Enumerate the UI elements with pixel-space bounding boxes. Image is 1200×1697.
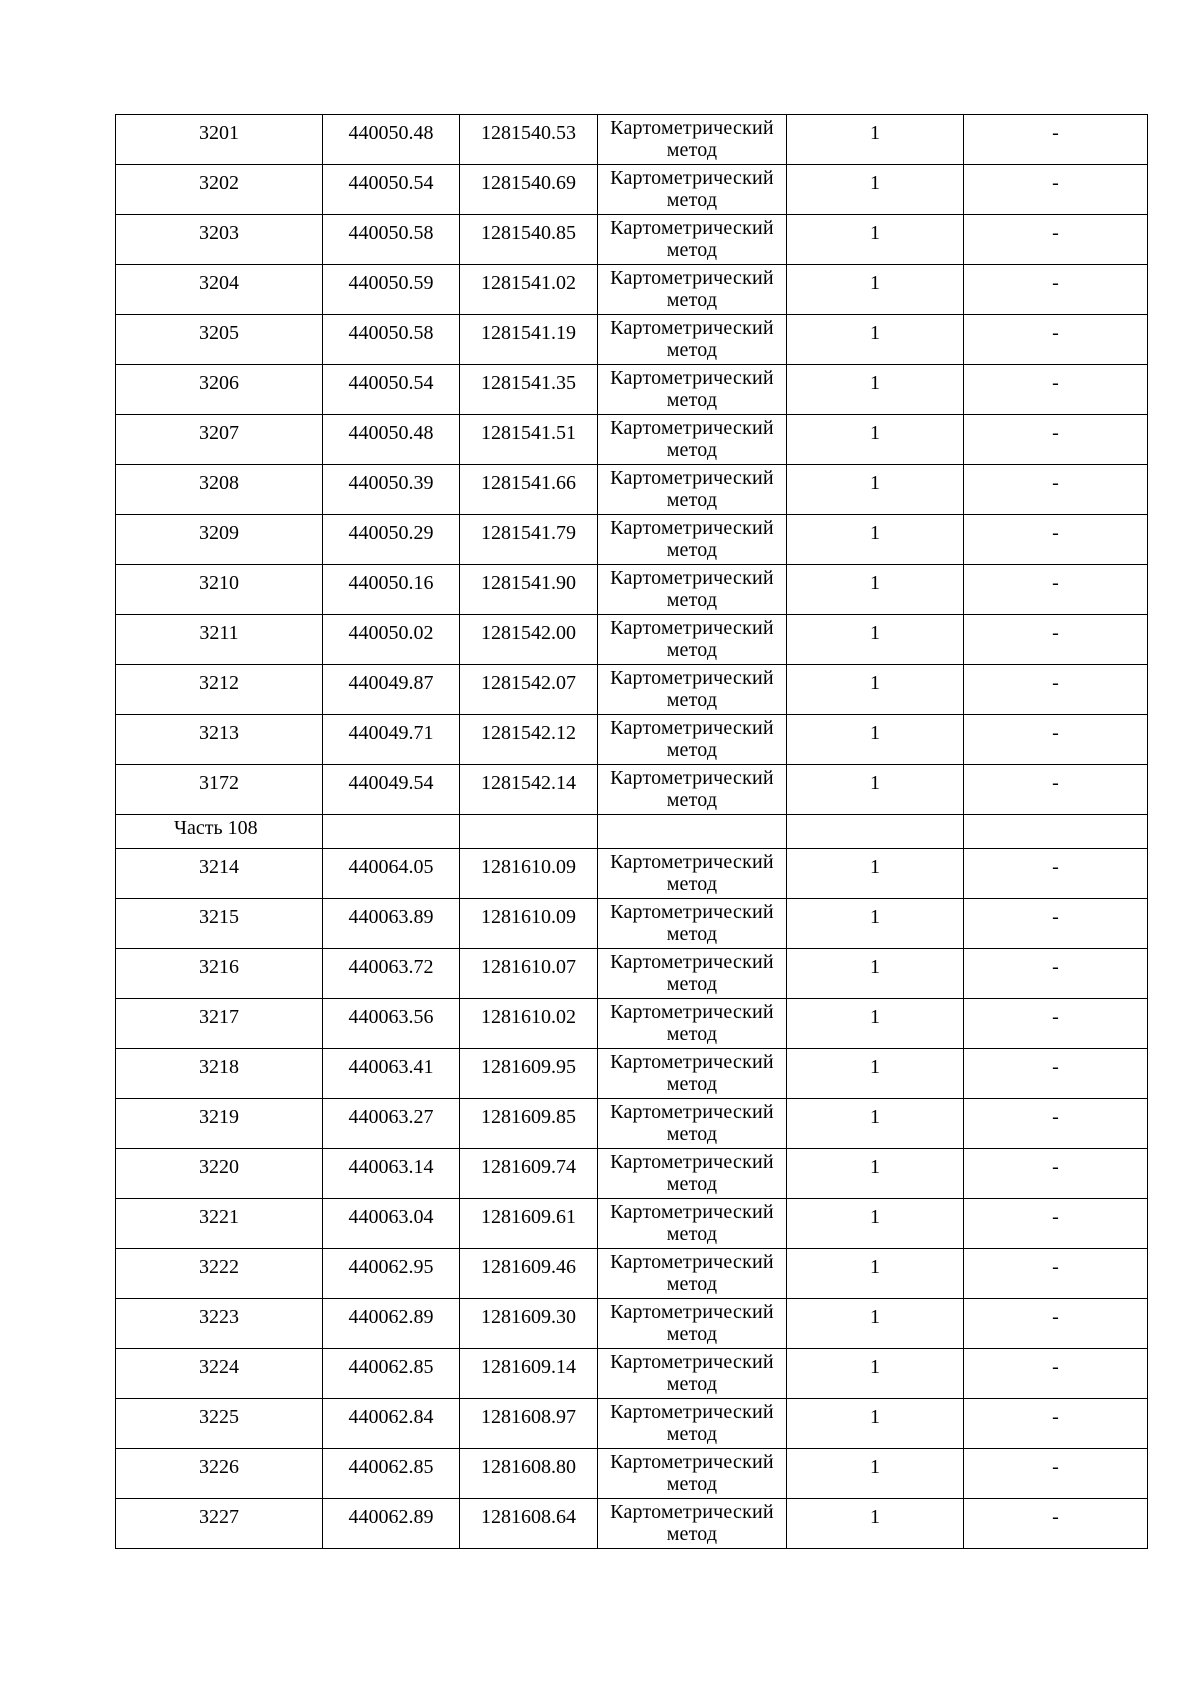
- note-cell: -: [964, 1149, 1148, 1199]
- x-coordinate-cell: 440064.05: [323, 849, 460, 899]
- point-id-cell: 3172: [116, 765, 323, 815]
- note-cell: -: [964, 1099, 1148, 1149]
- y-coordinate-cell: 1281542.14: [460, 765, 598, 815]
- x-coordinate-cell: 440063.89: [323, 899, 460, 949]
- y-coordinate-cell: 1281609.95: [460, 1049, 598, 1099]
- point-id-cell: 3227: [116, 1499, 323, 1549]
- x-coordinate-cell: 440050.02: [323, 615, 460, 665]
- coordinates-table-body: [116, 115, 1148, 1549]
- precision-cell: 1: [787, 515, 964, 565]
- note-cell: -: [964, 899, 1148, 949]
- note-cell: -: [964, 1499, 1148, 1549]
- point-id-cell: 3223: [116, 1299, 323, 1349]
- method-cell: Картометрический метод: [598, 715, 787, 765]
- point-id-cell: 3214: [116, 849, 323, 899]
- point-id-cell: 3208: [116, 465, 323, 515]
- y-coordinate-cell: 1281609.85: [460, 1099, 598, 1149]
- x-coordinate-cell: 440050.59: [323, 265, 460, 315]
- precision-cell: 1: [787, 665, 964, 715]
- point-id-cell: 3220: [116, 1149, 323, 1199]
- empty-cell: [787, 815, 964, 849]
- table-row: [116, 515, 1148, 565]
- note-cell: -: [964, 465, 1148, 515]
- precision-cell: 1: [787, 1349, 964, 1399]
- y-coordinate-cell: 1281609.30: [460, 1299, 598, 1349]
- method-cell: Картометрический метод: [598, 515, 787, 565]
- method-cell: Картометрический метод: [598, 1449, 787, 1499]
- x-coordinate-cell: 440050.58: [323, 215, 460, 265]
- y-coordinate-cell: 1281542.12: [460, 715, 598, 765]
- point-id-cell: 3221: [116, 1199, 323, 1249]
- x-coordinate-cell: 440062.85: [323, 1349, 460, 1399]
- method-cell: Картометрический метод: [598, 999, 787, 1049]
- method-cell: Картометрический метод: [598, 665, 787, 715]
- precision-cell: 1: [787, 1249, 964, 1299]
- note-cell: -: [964, 665, 1148, 715]
- method-cell: Картометрический метод: [598, 465, 787, 515]
- table-row: [116, 415, 1148, 465]
- y-coordinate-cell: 1281608.64: [460, 1499, 598, 1549]
- note-cell: -: [964, 115, 1148, 165]
- precision-cell: 1: [787, 1199, 964, 1249]
- y-coordinate-cell: 1281540.53: [460, 115, 598, 165]
- method-cell: Картометрический метод: [598, 899, 787, 949]
- note-cell: -: [964, 1299, 1148, 1349]
- note-cell: -: [964, 765, 1148, 815]
- method-cell: Картометрический метод: [598, 1049, 787, 1099]
- x-coordinate-cell: 440050.58: [323, 315, 460, 365]
- table-row: [116, 899, 1148, 949]
- method-cell: Картометрический метод: [598, 565, 787, 615]
- coordinates-table: [115, 114, 1148, 1549]
- x-coordinate-cell: 440062.85: [323, 1449, 460, 1499]
- precision-cell: 1: [787, 1399, 964, 1449]
- precision-cell: 1: [787, 315, 964, 365]
- method-cell: Картометрический метод: [598, 849, 787, 899]
- table-row: [116, 665, 1148, 715]
- precision-cell: 1: [787, 765, 964, 815]
- table-row: [116, 715, 1148, 765]
- x-coordinate-cell: 440049.71: [323, 715, 460, 765]
- point-id-cell: 3216: [116, 949, 323, 999]
- table-row: [116, 765, 1148, 815]
- table-row: [116, 615, 1148, 665]
- table-row: [116, 949, 1148, 999]
- empty-cell: [964, 815, 1148, 849]
- note-cell: -: [964, 1249, 1148, 1299]
- point-id-cell: 3226: [116, 1449, 323, 1499]
- y-coordinate-cell: 1281541.51: [460, 415, 598, 465]
- table-row: [116, 999, 1148, 1049]
- method-cell: Картометрический метод: [598, 165, 787, 215]
- point-id-cell: 3212: [116, 665, 323, 715]
- table-row: [116, 1099, 1148, 1149]
- method-cell: Картометрический метод: [598, 1249, 787, 1299]
- precision-cell: 1: [787, 265, 964, 315]
- table-row: [116, 315, 1148, 365]
- empty-cell: [460, 815, 598, 849]
- x-coordinate-cell: 440062.89: [323, 1499, 460, 1549]
- x-coordinate-cell: 440063.56: [323, 999, 460, 1049]
- table-row: [116, 1149, 1148, 1199]
- x-coordinate-cell: 440063.27: [323, 1099, 460, 1149]
- y-coordinate-cell: 1281609.74: [460, 1149, 598, 1199]
- x-coordinate-cell: 440063.14: [323, 1149, 460, 1199]
- table-row: [116, 565, 1148, 615]
- y-coordinate-cell: 1281609.61: [460, 1199, 598, 1249]
- method-cell: Картометрический метод: [598, 1199, 787, 1249]
- point-id-cell: 3222: [116, 1249, 323, 1299]
- precision-cell: 1: [787, 1299, 964, 1349]
- x-coordinate-cell: 440062.84: [323, 1399, 460, 1449]
- point-id-cell: 3202: [116, 165, 323, 215]
- note-cell: -: [964, 615, 1148, 665]
- section-label-cell: Часть 108: [116, 815, 323, 849]
- y-coordinate-cell: 1281610.02: [460, 999, 598, 1049]
- note-cell: -: [964, 999, 1148, 1049]
- y-coordinate-cell: 1281541.66: [460, 465, 598, 515]
- empty-cell: [323, 815, 460, 849]
- x-coordinate-cell: 440050.39: [323, 465, 460, 515]
- point-id-cell: 3211: [116, 615, 323, 665]
- point-id-cell: 3225: [116, 1399, 323, 1449]
- x-coordinate-cell: 440049.54: [323, 765, 460, 815]
- y-coordinate-cell: 1281542.07: [460, 665, 598, 715]
- precision-cell: 1: [787, 1049, 964, 1099]
- precision-cell: 1: [787, 949, 964, 999]
- table-row: [116, 1299, 1148, 1349]
- y-coordinate-cell: 1281541.79: [460, 515, 598, 565]
- method-cell: Картометрический метод: [598, 365, 787, 415]
- method-cell: Картометрический метод: [598, 1299, 787, 1349]
- point-id-cell: 3204: [116, 265, 323, 315]
- method-cell: Картометрический метод: [598, 615, 787, 665]
- point-id-cell: 3210: [116, 565, 323, 615]
- y-coordinate-cell: 1281608.80: [460, 1449, 598, 1499]
- point-id-cell: 3205: [116, 315, 323, 365]
- note-cell: -: [964, 365, 1148, 415]
- precision-cell: 1: [787, 465, 964, 515]
- x-coordinate-cell: 440063.72: [323, 949, 460, 999]
- precision-cell: 1: [787, 615, 964, 665]
- note-cell: -: [964, 315, 1148, 365]
- x-coordinate-cell: 440050.54: [323, 165, 460, 215]
- precision-cell: 1: [787, 1149, 964, 1199]
- y-coordinate-cell: 1281608.97: [460, 1399, 598, 1449]
- y-coordinate-cell: 1281609.14: [460, 1349, 598, 1399]
- precision-cell: 1: [787, 715, 964, 765]
- table-row: [116, 849, 1148, 899]
- note-cell: -: [964, 949, 1148, 999]
- method-cell: Картометрический метод: [598, 1099, 787, 1149]
- note-cell: -: [964, 1049, 1148, 1099]
- y-coordinate-cell: 1281541.02: [460, 265, 598, 315]
- precision-cell: 1: [787, 215, 964, 265]
- note-cell: -: [964, 1199, 1148, 1249]
- y-coordinate-cell: 1281610.07: [460, 949, 598, 999]
- y-coordinate-cell: 1281540.85: [460, 215, 598, 265]
- precision-cell: 1: [787, 999, 964, 1049]
- note-cell: -: [964, 415, 1148, 465]
- table-row: [116, 1349, 1148, 1399]
- point-id-cell: 3209: [116, 515, 323, 565]
- precision-cell: 1: [787, 415, 964, 465]
- precision-cell: 1: [787, 115, 964, 165]
- x-coordinate-cell: 440062.95: [323, 1249, 460, 1299]
- note-cell: -: [964, 1399, 1148, 1449]
- note-cell: -: [964, 515, 1148, 565]
- x-coordinate-cell: 440063.41: [323, 1049, 460, 1099]
- empty-cell: [598, 815, 787, 849]
- precision-cell: 1: [787, 1499, 964, 1549]
- x-coordinate-cell: 440063.04: [323, 1199, 460, 1249]
- x-coordinate-cell: 440050.54: [323, 365, 460, 415]
- method-cell: Картометрический метод: [598, 415, 787, 465]
- note-cell: -: [964, 265, 1148, 315]
- point-id-cell: 3215: [116, 899, 323, 949]
- method-cell: Картометрический метод: [598, 115, 787, 165]
- method-cell: Картометрический метод: [598, 315, 787, 365]
- method-cell: Картометрический метод: [598, 265, 787, 315]
- x-coordinate-cell: 440062.89: [323, 1299, 460, 1349]
- point-id-cell: 3219: [116, 1099, 323, 1149]
- y-coordinate-cell: 1281542.00: [460, 615, 598, 665]
- x-coordinate-cell: 440050.29: [323, 515, 460, 565]
- table-row: [116, 465, 1148, 515]
- table-row: [116, 1249, 1148, 1299]
- point-id-cell: 3213: [116, 715, 323, 765]
- section-row: [116, 815, 1148, 849]
- table-row: [116, 1199, 1148, 1249]
- note-cell: -: [964, 1449, 1148, 1499]
- method-cell: Картометрический метод: [598, 215, 787, 265]
- point-id-cell: 3224: [116, 1349, 323, 1399]
- point-id-cell: 3203: [116, 215, 323, 265]
- precision-cell: 1: [787, 565, 964, 615]
- note-cell: -: [964, 1349, 1148, 1399]
- note-cell: -: [964, 165, 1148, 215]
- y-coordinate-cell: 1281541.90: [460, 565, 598, 615]
- x-coordinate-cell: 440050.16: [323, 565, 460, 615]
- y-coordinate-cell: 1281610.09: [460, 849, 598, 899]
- method-cell: Картометрический метод: [598, 1399, 787, 1449]
- precision-cell: 1: [787, 365, 964, 415]
- precision-cell: 1: [787, 165, 964, 215]
- x-coordinate-cell: 440049.87: [323, 665, 460, 715]
- point-id-cell: 3206: [116, 365, 323, 415]
- table-row: [116, 115, 1148, 165]
- method-cell: Картометрический метод: [598, 1349, 787, 1399]
- method-cell: Картометрический метод: [598, 949, 787, 999]
- y-coordinate-cell: 1281541.19: [460, 315, 598, 365]
- y-coordinate-cell: 1281610.09: [460, 899, 598, 949]
- table-row: [116, 215, 1148, 265]
- table-row: [116, 1449, 1148, 1499]
- table-row: [116, 1399, 1148, 1449]
- point-id-cell: 3201: [116, 115, 323, 165]
- point-id-cell: 3217: [116, 999, 323, 1049]
- x-coordinate-cell: 440050.48: [323, 115, 460, 165]
- y-coordinate-cell: 1281540.69: [460, 165, 598, 215]
- y-coordinate-cell: 1281541.35: [460, 365, 598, 415]
- precision-cell: 1: [787, 849, 964, 899]
- method-cell: Картометрический метод: [598, 1499, 787, 1549]
- x-coordinate-cell: 440050.48: [323, 415, 460, 465]
- table-row: [116, 1499, 1148, 1549]
- precision-cell: 1: [787, 1099, 964, 1149]
- note-cell: -: [964, 715, 1148, 765]
- table-row: [116, 1049, 1148, 1099]
- precision-cell: 1: [787, 1449, 964, 1499]
- table-row: [116, 265, 1148, 315]
- point-id-cell: 3207: [116, 415, 323, 465]
- precision-cell: 1: [787, 899, 964, 949]
- note-cell: -: [964, 215, 1148, 265]
- table-row: [116, 165, 1148, 215]
- y-coordinate-cell: 1281609.46: [460, 1249, 598, 1299]
- method-cell: Картометрический метод: [598, 1149, 787, 1199]
- point-id-cell: 3218: [116, 1049, 323, 1099]
- method-cell: Картометрический метод: [598, 765, 787, 815]
- note-cell: -: [964, 849, 1148, 899]
- note-cell: -: [964, 565, 1148, 615]
- table-row: [116, 365, 1148, 415]
